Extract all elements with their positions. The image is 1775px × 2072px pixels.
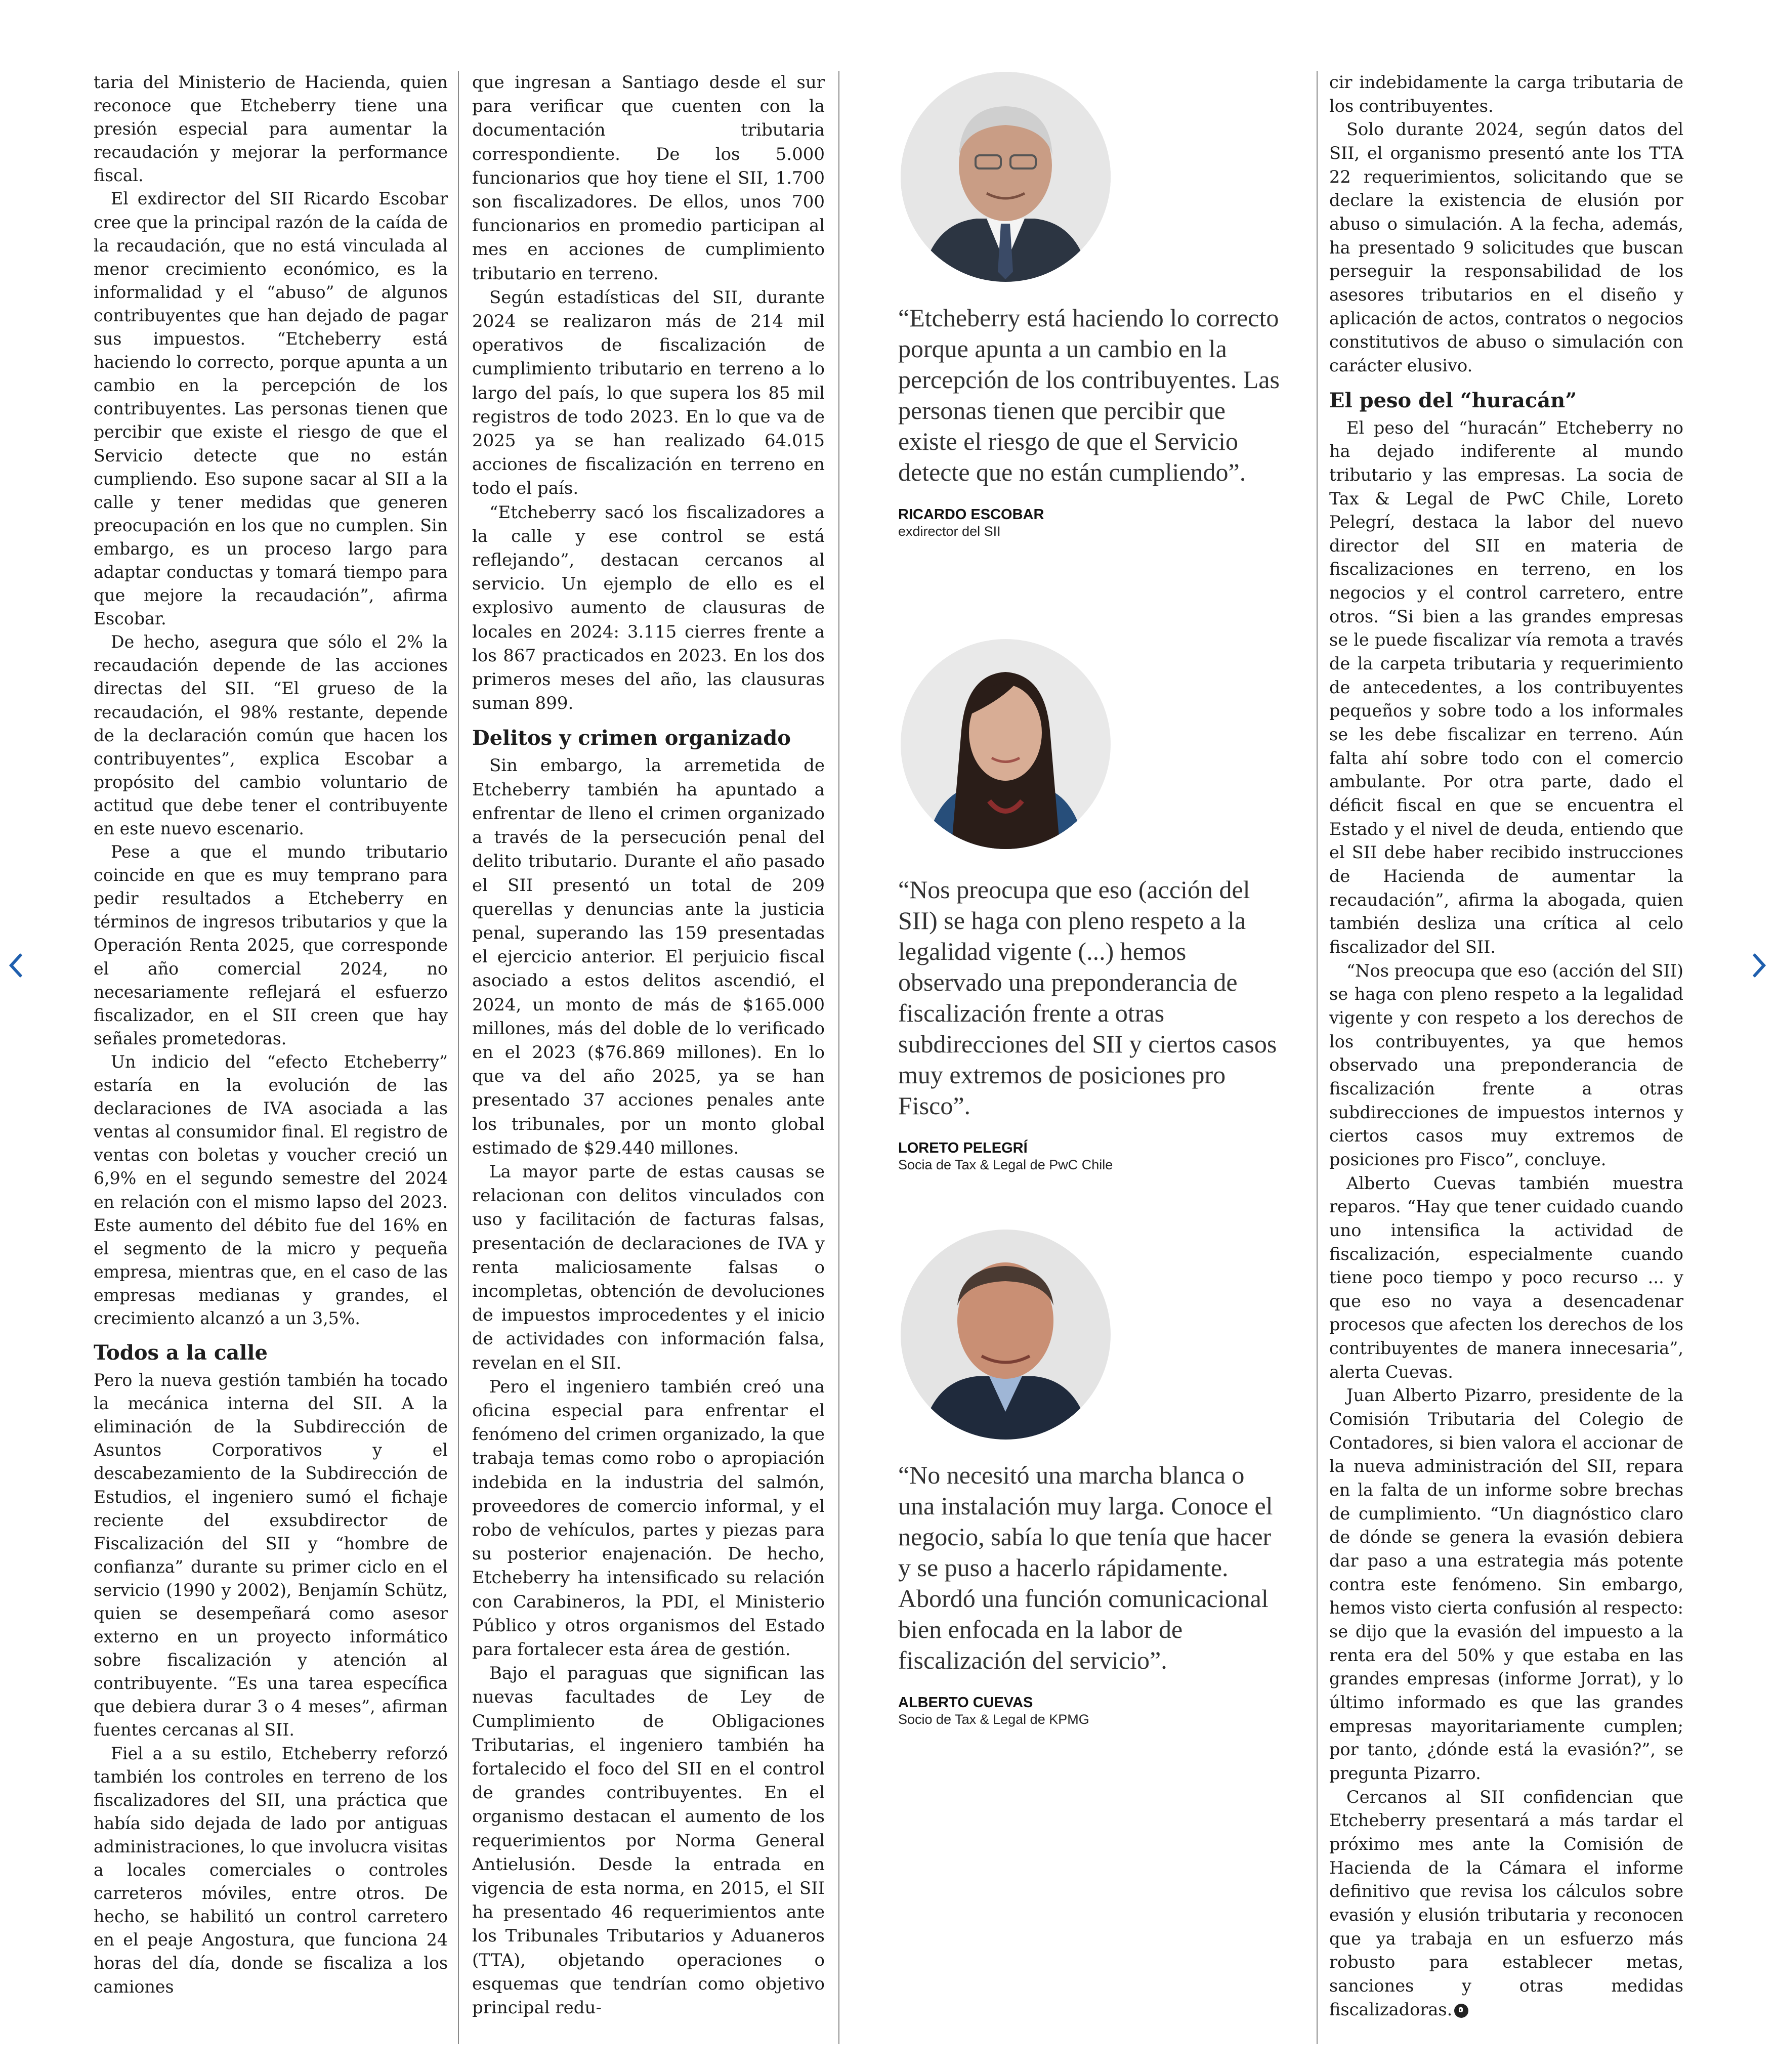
end-of-article-icon bbox=[1454, 2004, 1468, 2018]
portrait-alberto-cuevas bbox=[901, 1230, 1111, 1440]
body-paragraph: Según estadísticas del SII, durante 2024 se realizaron más de 214 mil operativos de fiscalización de cumplimiento tributario en terreno a lo largo del país, lo que supera los 85 mil registros de todo 2023. En lo que va de 2025 ya se han realizado 64.015 acciones de fiscalización en terreno en todo el país. bbox=[472, 287, 825, 499]
quote-author-role: Socia de Tax & Legal de PwC Chile bbox=[898, 1157, 1113, 1172]
article-column-2 bbox=[472, 71, 825, 2020]
section-heading: El peso del “huracán” bbox=[1329, 388, 1577, 412]
portrait-loreto-pelegri bbox=[901, 639, 1111, 849]
quote-author-role: exdirector del SII bbox=[898, 524, 1001, 539]
body-paragraph: Un indicio del “efecto Etcheberry” estaría en la evolución de las declaraciones de IVA asociada a las ventas al consumidor final. El registro de ventas con boletas y voucher creció un 6,9% en el segundo semestre del 2024 en relación con el mismo lapso del 2023. Este aumento del débito fue del 16% en el segmento de la micro y pequeña empresa, mientras que, en el caso de las empresas medianas y grandes, el crecimiento alcanzó a un 3,5%. bbox=[94, 1051, 448, 1328]
column-rule bbox=[458, 71, 459, 2044]
body-paragraph: Pero el ingeniero también creó una oficina especial para enfrentar el fenómeno del crimen organizado, la que trabaja temas como robo o apropiación indebida en la industria del salmón, proveedores de comercio informal, y el robo de vehículos, partes y piezas para su posterior enajenación. De hecho, Etcheberry ha intensificado su relación con Carabineros, la PDI, el Ministerio Público y otros organismos del Estado para fortalecer esta área de gestión. bbox=[472, 1376, 825, 1660]
body-paragraph: taria del Ministerio de Hacienda, quien reconoce que Etcheberry tiene una presión especial para aumentar la recaudación y mejorar la performance fiscal. bbox=[94, 72, 448, 186]
article-column-1 bbox=[94, 71, 448, 1999]
body-paragraph: Solo durante 2024, según datos del SII, el organismo presentó ante los TTA 22 requerimientos, solicitando que se declare la existencia de elusión por abuso o simulación. A la fecha, además, ha presentado 9 solicitudes que buscan perseguir la responsabilidad de los asesores tributarios en el diseño y aplicación de actos, contratos o negocios constitutivos de abuso o simulación con carácter elusivo. bbox=[1329, 119, 1683, 375]
body-paragraph: El peso del “huracán” Etcheberry no ha dejado indiferente al mundo tributario y las empresas. La socia de Tax & Legal de PwC Chile, Loreto Pelegrí, destaca la labor del nuevo director del SII en materia de fiscalizaciones en terreno, en los negocios y el control carretero, entre otros. “Si bien a las grandes empresas se le puede fiscalizar vía remota a través de la carpeta tributaria y requerimiento de antecedentes, a los contribuyentes pequeños y sobre todo a los informales se les debe fiscalizar en terreno. Aún falta ahí sobre todo con el comercio ambulante. Por otra parte, dado el déficit fiscal en que se encuentra el Estado y el nivel de deuda, entiendo que el SII debe haber recibido instrucciones de Hacienda de aumentar la recaudación”, afirma la abogada, quien también desliza una crítica al celo fiscalizador del SII. bbox=[1329, 417, 1683, 957]
body-paragraph: Bajo el paraguas que significan las nuevas facultades de Ley de Cumplimiento de Obligaciones Tributarias, el ingeniero también ha fortalecido el foco del SII en el control de grandes contribuyentes. En el organismo destacan el aumento de los requerimientos por Norma General Antielusión. Desde la entrada en vigencia de esta norma, en 2015, el SII ha presentado 46 requerimientos ante los Tribunales Tributarios y Aduaneros (TTA), objetando operaciones o esquemas que tendrían como objetivo principal redu- bbox=[472, 1663, 825, 2018]
body-paragraph: De hecho, asegura que sólo el 2% la recaudación depende de las acciones directas del SII. “El grueso de la recaudación, el 98% restante, depende de la declaración común que hacen los contribuyentes”, explica Escobar a propósito del cambio voluntario de actitud que debe tener el contribuyente en este nuevo escenario. bbox=[94, 632, 448, 838]
pull-quote-cuevas bbox=[898, 1460, 1283, 1727]
column-rule bbox=[1317, 71, 1318, 2044]
quote-text: “No necesitó una marcha blanca o una instalación muy larga. Conoce el negocio, sabía lo que tenía que hacer y se puso a hacerlo rápidamente. Abordó una función comunicacional bien enfocada en la labor de fiscalización del servicio”. bbox=[898, 1461, 1273, 1674]
body-paragraph: Pese a que el mundo tributario coincide en que es muy temprano para pedir resultados a Etcheberry en términos de ingresos tributarios y que la Operación Renta 2025, que corresponde el año comercial 2024, no necesariamente reflejará el esfuerzo fiscalizador, en el SII creen que hay señales prometedoras. bbox=[94, 842, 448, 1048]
pull-quote-escobar bbox=[898, 303, 1283, 539]
quote-author-role: Socio de Tax & Legal de KPMG bbox=[898, 1712, 1089, 1727]
pull-quote-pelegri bbox=[898, 874, 1283, 1173]
body-paragraph: Sin embargo, la arremetida de Etcheberry también ha apuntado a enfrentar de lleno el crimen organizado a través de la persecución penal del delito tributario. Durante el año pasado el SII presentó un total de 209 querellas y denuncias ante la justicia penal, superando las 159 presentadas el ejercicio anterior. El perjuicio fiscal asociado a estos delitos ascendió, el 2024, un monto de más de $165.000 millones, más del doble de lo verificado en el 2023 ($76.869 millones). En lo que va del año 2025, ya se han presentado 37 acciones penales ante los tribunales, por un monto global estimado de $29.440 millones. bbox=[472, 755, 825, 1158]
body-paragraph: Alberto Cuevas también muestra reparos. “Hay que tener cuidado cuando uno intensifica la actividad de fiscalización, especialmente cuando tiene poco tiempo y poco recurso ... y que eso no vaya a desencadenar procesos que afecten los derechos de los contribuyentes de manera innecesaria”, alerta Cuevas. bbox=[1329, 1173, 1683, 1382]
body-paragraph: que ingresan a Santiago desde el sur para verificar que cuenten con la documentación tributaria correspondiente. De los 5.000 funcionarios que hoy tiene el SII, 1.700 son fiscalizadores. De ellos, unos 700 funcionarios en promedio participan al mes en acciones de cumplimiento tributario en terreno. bbox=[472, 72, 825, 284]
body-paragraph: Fiel a a su estilo, Etcheberry reforzó también los controles en terreno de los fiscalizadores del SII, una práctica que había sido dejada de lado por antiguas administraciones, lo que involucra visitas a locales comerciales o controles carreteros móviles, entre otros. De hecho, se habilitó un control carretero en el peaje Angostura, que funciona 24 horas del día, donde se fiscaliza a los camiones bbox=[94, 1743, 448, 1997]
quote-author-name: LORETO PELEGRÍ bbox=[898, 1140, 1028, 1156]
portrait-ricardo-escobar bbox=[901, 72, 1111, 282]
chevron-right-icon bbox=[1749, 950, 1769, 981]
quote-text: “Etcheberry está haciendo lo correcto porque apunta a un cambio en la percepción de los contribuyentes. Las personas tienen que percibir que existe el riesgo de que el Servicio detecte que no están cumpliendo”. bbox=[898, 304, 1280, 486]
body-paragraph: cir indebidamente la carga tributaria de los contribuyentes. bbox=[1329, 72, 1683, 116]
body-paragraph: La mayor parte de estas causas se relacionan con delitos vinculados con uso y facilitación de facturas falsas, presentación de declaraciones de IVA y renta maliciosamente falsas o incompletas, obtención de devoluciones de impuestos improcedentes y el inicio de actividades con información falsa, revelan en el SII. bbox=[472, 1161, 825, 1373]
quote-author-name: RICARDO ESCOBAR bbox=[898, 506, 1044, 523]
next-page-button[interactable] bbox=[1749, 950, 1769, 981]
column-rule bbox=[838, 71, 839, 2044]
body-paragraph: Pero la nueva gestión también ha tocado la mecánica interna del SII. A la eliminación de la Subdirección de Asuntos Corporativos y el descabezamiento de la Subdirección de Estudios, el ingeniero sumó el fichaje reciente del exsubdirector de Fiscalización del SII y “hombre de confianza” durante su primer ciclo en el servicio (1990 y 2002), Benjamín Schütz, quien se desempeñará como asesor externo en un proyecto informático sobre fiscalización y atención al contribuyente. “Es una tarea específica que debiera durar 3 o 4 meses”, afirman fuentes cercanas al SII. bbox=[94, 1370, 448, 1740]
section-heading: Delitos y crimen organizado bbox=[472, 726, 791, 750]
body-paragraph: El exdirector del SII Ricardo Escobar cree que la principal razón de la caída de la recaudación, que no está vinculada al menor crecimiento económico, es la informalidad y el “abuso” de algunos contribuyentes que han dejado de pagar sus impuestos. “Etcheberry está haciendo lo correcto, porque apunta a un cambio en la percepción de los contribuyentes. Las personas tienen que percibir que existe el riesgo de que el Servicio detecte que no están cumpliendo. Eso supone sacar al SII a la calle y tener medidas que generen preocupación en los que no cumplen. Sin embargo, es un proceso largo para adaptar conductas y tomará tiempo para que mejore la recaudación”, afirma Escobar. bbox=[94, 189, 448, 629]
body-paragraph: “Etcheberry sacó los fiscalizadores a la calle y ese control se está reflejando”, destacan cercanos al servicio. Un ejemplo de ello es el explosivo aumento de clausuras de locales en 2024: 3.115 cierres frente a los 867 practicados en 2023. En los dos primeros meses del año, las clausuras suman 899. bbox=[472, 502, 825, 714]
body-paragraph: Juan Alberto Pizarro, presidente de la Comisión Tributaria del Colegio de Contadores, si bien valora el accionar de la nueva administración del SII, repara en la falta de un informe sobre brechas de cumplimiento. “Un diagnóstico claro de dónde se genera la evasión debiera dar paso a una estrategia más potente contra este fenómeno. Sin embargo, hemos visto cierta confusión al respecto: se dijo que la evasión del impuesto a la renta era del 50% y que estaba en las grandes empresas (informe Jorrat), y lo último informado es que las grandes empresas mayoritariamente cumplen; por tanto, ¿dónde está la evasión?”, se pregunta Pizarro. bbox=[1329, 1385, 1683, 1783]
quote-author-name: ALBERTO CUEVAS bbox=[898, 1695, 1033, 1711]
section-heading: Todos a la calle bbox=[94, 1341, 268, 1365]
article-column-4 bbox=[1329, 71, 1683, 2021]
body-paragraph: Cercanos al SII confidencian que Etcheberry presentará a más tardar el próximo mes ante la Comisión de Hacienda de la Cámara el informe definitivo que revisa los cálculos sobre evasión y elusión tributaria y reconocen que ya trabaja en un esfuerzo más robusto para establecer metas, sanciones y otras medidas fiscalizadoras. bbox=[1329, 1787, 1683, 2019]
prev-page-button[interactable] bbox=[6, 950, 26, 981]
quote-text: “Nos preocupa que eso (acción del SII) se haga con pleno respeto a la legalidad vigente (...) hemos observado una preponderancia de fiscalización frente a otras subdirecciones del SII y ciertos casos muy extremos de posiciones pro Fisco”. bbox=[898, 875, 1277, 1120]
chevron-left-icon bbox=[6, 950, 26, 981]
body-paragraph: “Nos preocupa que eso (acción del SII) se haga con pleno respeto a la legalidad vigente y con respeto a los derechos de los contribuyentes, ya que hemos observado una preponderancia de fiscalización frente a otras subdirecciones de impuestos internos y ciertos casos muy extremos de posiciones pro Fisco”, concluye. bbox=[1329, 960, 1683, 1169]
